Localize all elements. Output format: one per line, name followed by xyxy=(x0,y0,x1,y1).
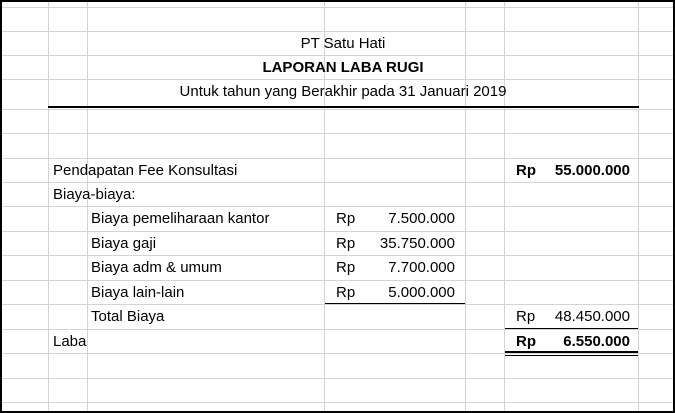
revenue-currency: Rp xyxy=(516,162,536,179)
header-divider xyxy=(48,106,639,108)
profit-currency: Rp xyxy=(516,333,536,350)
report-title: LAPORAN LABA RUGI xyxy=(262,59,424,76)
expense-item-currency: Rp xyxy=(336,210,356,227)
profit-amount: 6.550.000 xyxy=(563,333,630,350)
expense-item-label: Biaya gaji xyxy=(91,235,157,252)
expense-item-amount: 7.700.000 xyxy=(388,259,455,276)
expense-item-currency: Rp xyxy=(336,259,356,276)
profit-double-underline-bottom xyxy=(505,355,638,356)
expense-item-amount: 35.750.000 xyxy=(379,235,455,252)
expense-item-currency: Rp xyxy=(336,284,356,301)
total-expenses-currency: Rp xyxy=(516,308,536,325)
expense-item-amount: 7.500.000 xyxy=(388,210,455,227)
profit-double-underline-top xyxy=(505,351,638,353)
total-expenses-label: Total Biaya xyxy=(91,308,165,325)
report-period: Untuk tahun yang Berakhir pada 31 Januari 2019 xyxy=(179,83,507,100)
total-underline xyxy=(505,328,638,329)
expense-item-label: Biaya adm & umum xyxy=(91,259,222,276)
expense-item-amount: 5.000.000 xyxy=(388,284,455,301)
expense-item-currency: Rp xyxy=(336,235,356,252)
expense-item-label: Biaya pemeliharaan kantor xyxy=(91,210,270,227)
revenue-label: Pendapatan Fee Konsultasi xyxy=(53,162,238,179)
total-expenses-amount: 48.450.000 xyxy=(554,308,630,325)
revenue-amount: 55.000.000 xyxy=(554,162,630,179)
company-name: PT Satu Hati xyxy=(300,35,386,52)
expense-item-label: Biaya lain-lain xyxy=(91,284,185,301)
expenses-heading: Biaya-biaya: xyxy=(53,186,136,203)
subtotal-underline xyxy=(325,303,465,304)
profit-label: Laba xyxy=(53,333,87,350)
